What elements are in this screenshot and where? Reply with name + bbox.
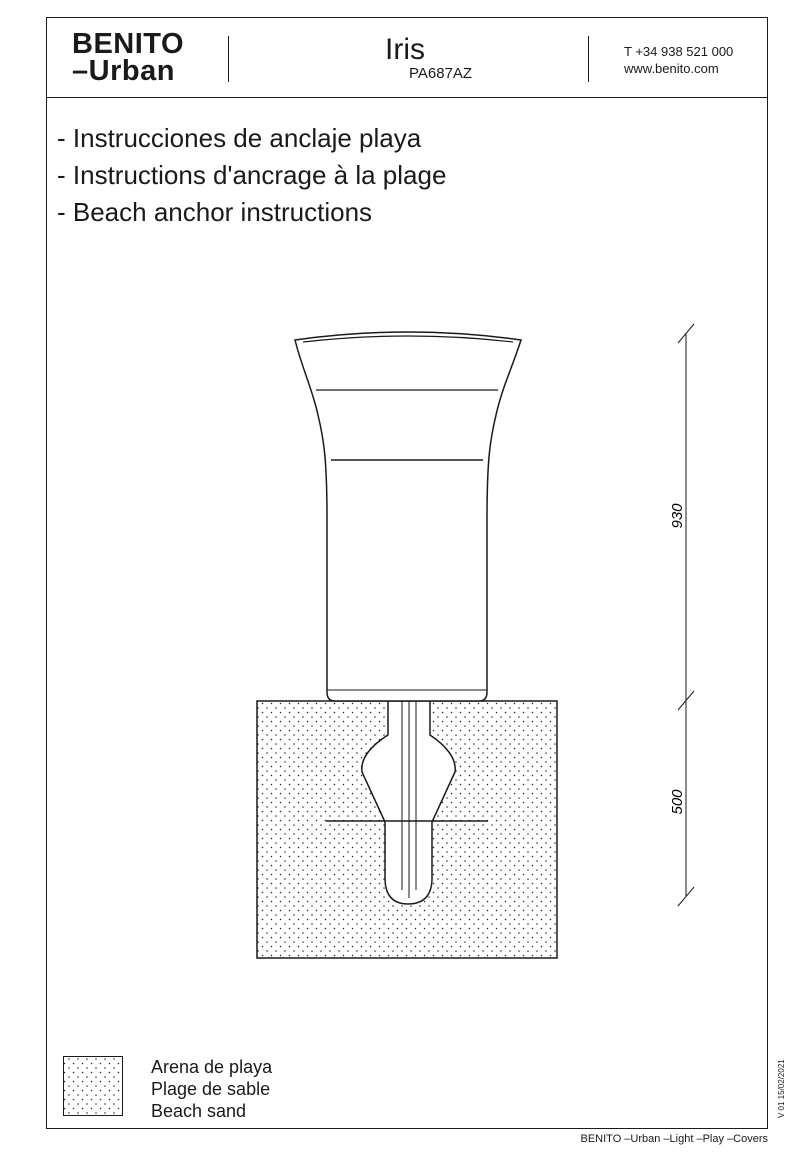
dimension-line [678, 324, 694, 906]
brand-line-1: BENITO [72, 28, 185, 60]
brand-line-2: –Urban [72, 55, 175, 87]
legend-label-french: Plage de sable [151, 1079, 271, 1099]
legend-swatch [63, 1056, 123, 1116]
dimension-below-ground: 500 [669, 789, 686, 815]
legend-label-english: Beach sand [151, 1101, 247, 1121]
bollard-body [295, 332, 521, 701]
legend-labels [151, 1056, 272, 1122]
dimension-above-ground: 930 [669, 503, 686, 529]
title-spanish: - Instrucciones de anclaje playa [57, 123, 422, 153]
product-name: Iris [385, 33, 425, 66]
website: www.benito.com [624, 61, 719, 76]
version-stamp: V 01 15/02/2021 [777, 1059, 786, 1118]
product-code: PA687AZ [409, 65, 473, 82]
title-french: - Instructions d'ancrage à la plage [57, 160, 447, 190]
legend-label-spanish: Arena de playa [151, 1057, 273, 1077]
phone-number: T +34 938 521 000 [624, 44, 734, 59]
footer-brands: BENITO –Urban –Light –Play –Covers [580, 1133, 768, 1145]
title-english: - Beach anchor instructions [57, 197, 373, 227]
